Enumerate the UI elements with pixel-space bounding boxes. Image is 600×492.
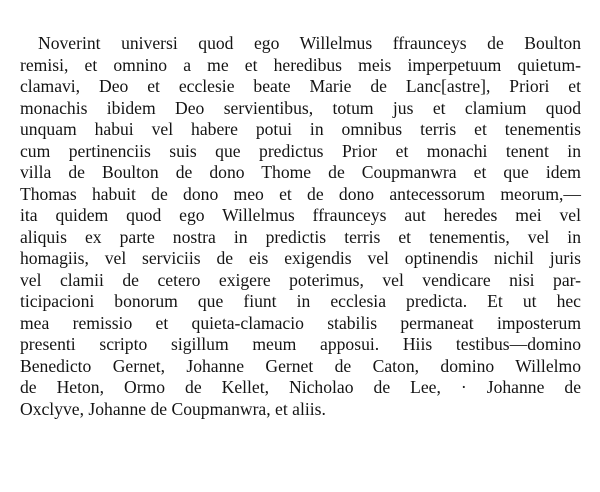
text-line: villa de Boulton de dono Thome de Coupmanwra et que idem <box>20 162 581 182</box>
text-line: unquam habui vel habere potui in omnibus terris et tenementis <box>20 119 581 139</box>
text-line: clamavi, Deo et ecclesie beate Marie de Lanc[astre], Priori et <box>20 76 581 96</box>
text-line: mea remissio et quieta-clamacio stabilis permaneat imposterum <box>20 312 581 333</box>
text-line: Benedicto Gernet, Johanne Gernet de Caton, domino Willelmo <box>20 355 581 376</box>
text-line: aliquis ex parte nostra in predictis terris et tenementis, vel in <box>20 226 581 247</box>
text-line: monachis ibidem Deo servientibus, totum jus et clamium quod <box>20 97 581 118</box>
text-line: homagiis, vel serviciis de eis exigendis vel optinendis nichil juris <box>20 248 581 268</box>
text-line: ticipacioni bonorum que fiunt in ecclesia predicta. Et ut hec <box>20 291 581 311</box>
text-line: vel clamii de cetero exigere poterimus, vel vendicare nisi par- <box>20 269 581 290</box>
text-line: ita quidem quod ego Willelmus ffraunceys aut heredes mei vel <box>20 205 581 225</box>
text-line: remisi, et omnino a me et heredibus meis imperpetuum quietum- <box>20 54 581 75</box>
text-line: cum pertinenciis suis que predictus Prior et monachi tenent in <box>20 140 581 161</box>
text-line: Noverint universi quod ego Willelmus ffraunceys de Boulton <box>38 33 581 53</box>
text-line: Oxclyve, Johanne de Coupmanwra, et aliis. <box>20 398 326 419</box>
text-line: Thomas habuit de dono meo et de dono antecessorum meorum,— <box>20 183 581 204</box>
text-line: presenti scripto sigillum meum apposui. Hiis testibus—domino <box>20 334 581 354</box>
text-line: de Heton, Ormo de Kellet, Nicholao de Lee, · Johanne de <box>20 377 581 397</box>
charter-text <box>20 33 581 420</box>
